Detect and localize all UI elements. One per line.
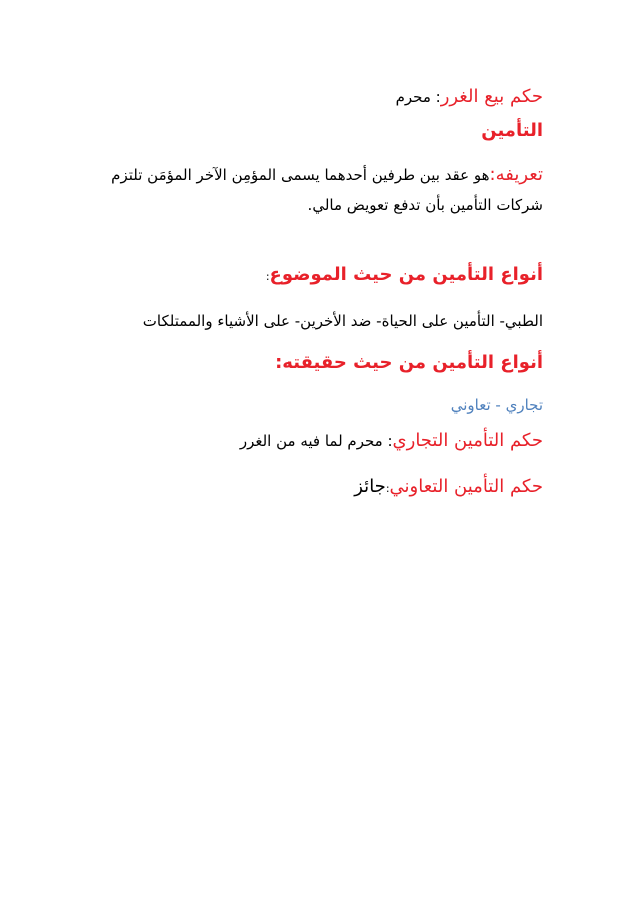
types-by-subject-title: أنواع التأمين من حيث الموضوع (269, 264, 543, 285)
cooperative-ruling-separator: : (385, 482, 390, 495)
definition-line-1 (23, 164, 543, 186)
cooperative-ruling-label: حكم التأمين التعاوني (389, 476, 543, 497)
commercial-insurance-ruling (240, 430, 543, 452)
insurance-heading: التأمين (481, 120, 543, 141)
commercial-ruling-value: محرم لما فيه من الغرر (239, 432, 383, 450)
types-by-subject-items: الطبي- التأمين على الحياة- ضد الأخرين- على الأشياء والممتلكات (142, 312, 543, 330)
types-by-subject-heading (266, 264, 543, 288)
definition-line-2: شركات التأمين بأن تدفع تعويض مالي. (307, 196, 543, 214)
cooperative-ruling-value: جائز (354, 476, 386, 497)
gharar-ruling-label: حكم بيع الغرر (440, 86, 543, 107)
types-by-nature-heading: أنواع التأمين من حيث حقيقته: (275, 352, 543, 373)
types-by-subject-colon: : (265, 270, 270, 283)
gharar-sale-ruling (396, 86, 543, 108)
definition-text-1: هو عقد بين طرفين أحدهما يسمى المؤمِن الآخر المؤمَن تلتزم (111, 166, 490, 184)
commercial-ruling-label: حكم التأمين التجاري (392, 430, 543, 451)
gharar-ruling-value: محرم (395, 88, 431, 106)
gharar-ruling-separator: : (430, 88, 441, 106)
cooperative-insurance-ruling (354, 476, 543, 500)
types-by-nature-items: تجاري - تعاوني (450, 396, 543, 414)
commercial-ruling-separator: : (382, 432, 393, 450)
definition-label: تعريفه: (489, 164, 543, 185)
